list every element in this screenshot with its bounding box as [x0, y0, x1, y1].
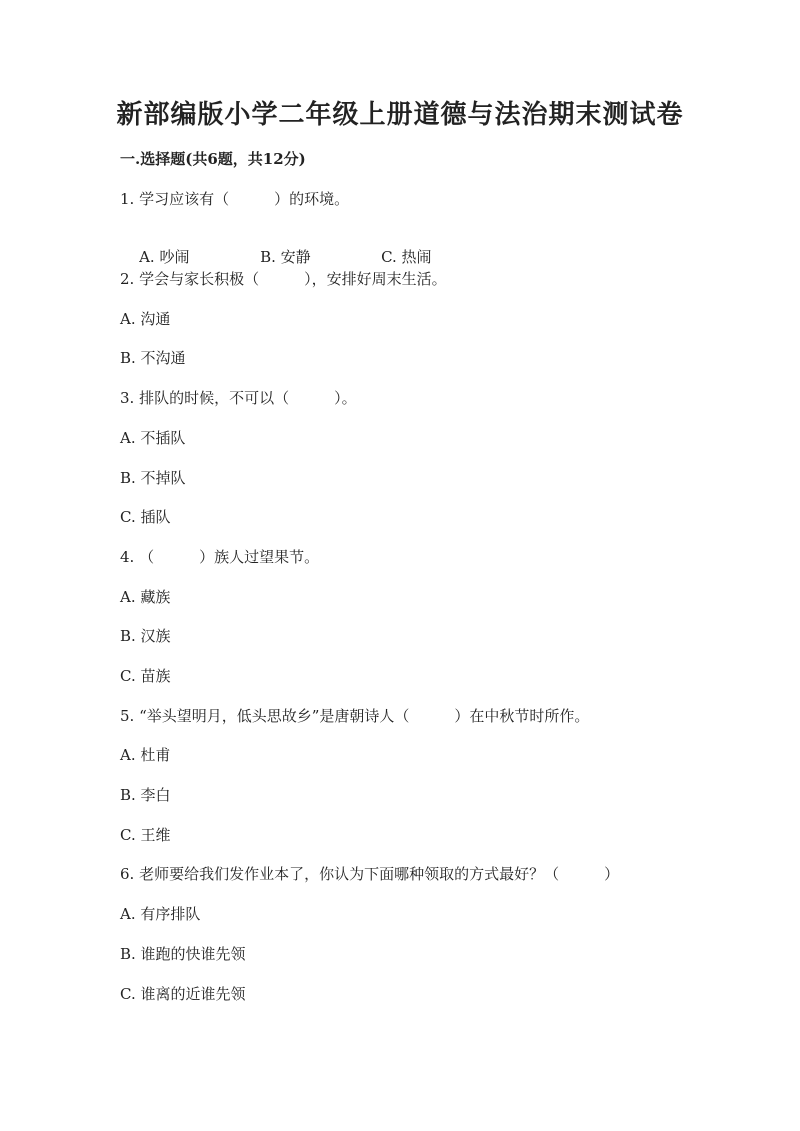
- question-2-option-a: A. 沟通: [120, 310, 171, 328]
- question-3-option-c: C. 插队: [120, 508, 171, 526]
- question-6-option-b: B. 谁跑的快谁先领: [120, 945, 246, 963]
- question-4-option-b: B. 汉族: [120, 627, 171, 645]
- question-3-option-b: B. 不掉队: [120, 469, 186, 487]
- question-2-option-b: B. 不沟通: [120, 349, 186, 367]
- question-1-option-c: C. 热闹: [381, 248, 432, 266]
- question-1-option-a: A. 吵闹: [139, 248, 190, 266]
- question-6-option-a: A. 有序排队: [120, 905, 201, 923]
- question-1-option-b: B. 安静: [260, 248, 311, 266]
- page-title: 新部编版小学二年级上册道德与法治期末测试卷: [116, 100, 684, 130]
- question-1-stem: 1. 学习应该有（ ）的环境。: [120, 190, 350, 208]
- question-4-stem: 4. （ ）族人过望果节。: [120, 548, 320, 566]
- question-4-option-a: A. 藏族: [120, 588, 171, 606]
- question-3-option-a: A. 不插队: [120, 429, 186, 447]
- question-2-stem: 2. 学会与家长积极（ ），安排好周末生活。: [120, 270, 447, 288]
- question-5-option-b: B. 李白: [120, 786, 171, 804]
- question-6-stem: 6. 老师要给我们发作业本了，你认为下面哪种领取的方式最好？（ ）: [120, 865, 620, 883]
- question-5-option-a: A. 杜甫: [120, 746, 171, 764]
- question-6-option-c: C. 谁离的近谁先领: [120, 985, 246, 1003]
- section-heading: 一.选择题(共6题，共12分): [120, 150, 306, 168]
- question-5-stem: 5. “举头望明月，低头思故乡”是唐朝诗人（ ）在中秋节时所作。: [120, 707, 590, 725]
- question-3-stem: 3. 排队的时候，不可以（ ）。: [120, 389, 357, 407]
- question-4-option-c: C. 苗族: [120, 667, 171, 685]
- question-5-option-c: C. 王维: [120, 826, 171, 844]
